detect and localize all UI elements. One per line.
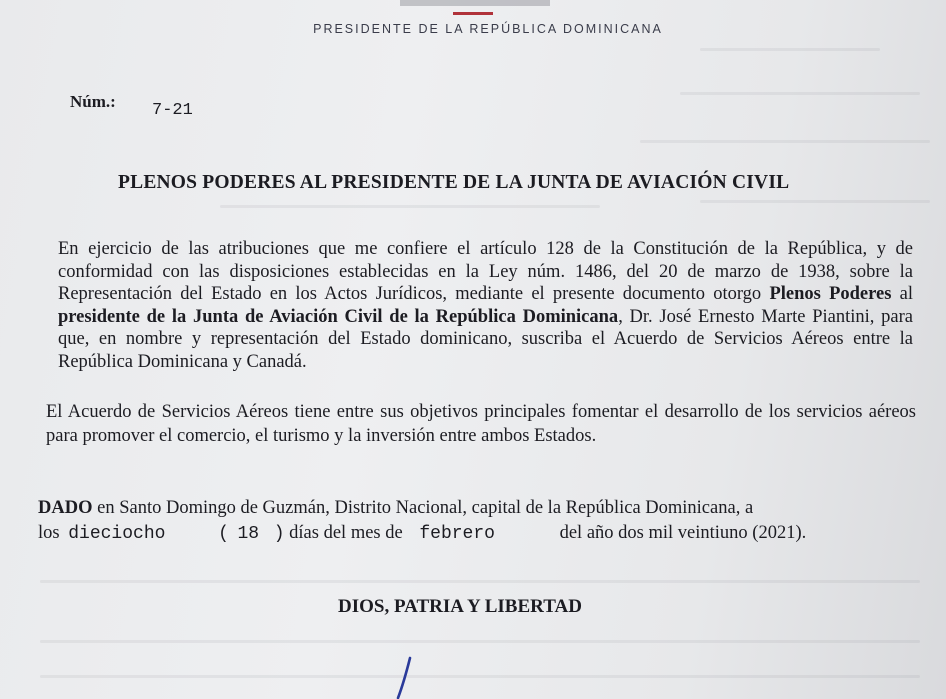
document-number-label: Núm.: <box>70 92 116 111</box>
dado-day-number: 18 <box>237 524 260 544</box>
dado-los: los <box>38 523 60 543</box>
bleed-through-line <box>680 92 920 95</box>
bleed-through-line <box>220 205 600 208</box>
paragraph-1-bold-presidente: presidente de la Junta de Aviación Civil de la República Dominicana <box>58 306 619 327</box>
closing-motto: DIOS, PATRIA Y LIBERTAD <box>338 596 582 617</box>
paragraph-2: El Acuerdo de Servicios Aéreos tiene entre sus objetivos principales fomentar el desarrollo de los servicios aéreos para promover el comercio, el turismo y la inversión entre ambos Estados. <box>46 402 916 446</box>
paragraph-1-text-c: , Dr. José Ernesto Marte Piantini, para que, en nombre y representación del Estado dominicano, suscriba el Acuerdo de Servicios Aéreos entre la República Dominicana y Canadá. <box>58 306 913 372</box>
signature-stroke <box>380 650 440 699</box>
bleed-through-line <box>40 640 920 643</box>
header-accent-rule <box>453 12 493 15</box>
dado-bold: DADO <box>38 498 93 518</box>
document-title: PLENOS PODERES AL PRESIDENTE DE LA JUNTA DE AVIACIÓN CIVIL <box>118 172 790 193</box>
dado-month: febrero <box>419 524 495 544</box>
bleed-through-line <box>700 48 880 51</box>
document-number-value: 7-21 <box>152 101 193 120</box>
bleed-through-line <box>40 580 920 583</box>
paragraph-1 <box>58 238 913 374</box>
paragraph-1-text-b: al <box>891 284 913 305</box>
dado-year-text: del año dos mil veintiuno (2021). <box>559 523 807 543</box>
dado-day-words: dieciocho <box>68 524 166 544</box>
bleed-through-line <box>700 200 930 203</box>
dado-text: en Santo Domingo de Guzmán, Distrito Nacional, capital de la República Dominicana, a <box>92 498 754 518</box>
dado-paren-close: ) <box>273 524 285 544</box>
bleed-through-line <box>40 675 920 678</box>
bleed-through-line <box>640 140 930 143</box>
dado-line-1 <box>38 496 927 520</box>
dado-paren-open: ( <box>218 524 229 544</box>
header-institution: PRESIDENTE DE LA REPÚBLICA DOMINICANA <box>313 22 663 36</box>
paragraph-1-text-a: En ejercicio de las atribuciones que me confiere el artículo 128 de la Constitución de la República, y de conformidad con las disposiciones establecidas en la Ley núm. 1486, del 20 de marzo de 1938, sobre la Representación del Estado en los Actos Jurídicos, mediante el presente documento otorgo <box>58 239 913 305</box>
header-emblem-edge <box>400 0 550 6</box>
dado-dias-del-mes: días del mes de <box>289 523 403 543</box>
paragraph-1-bold-plenos-poderes: Plenos Poderes <box>769 284 892 305</box>
dado-line-2 <box>38 520 806 547</box>
